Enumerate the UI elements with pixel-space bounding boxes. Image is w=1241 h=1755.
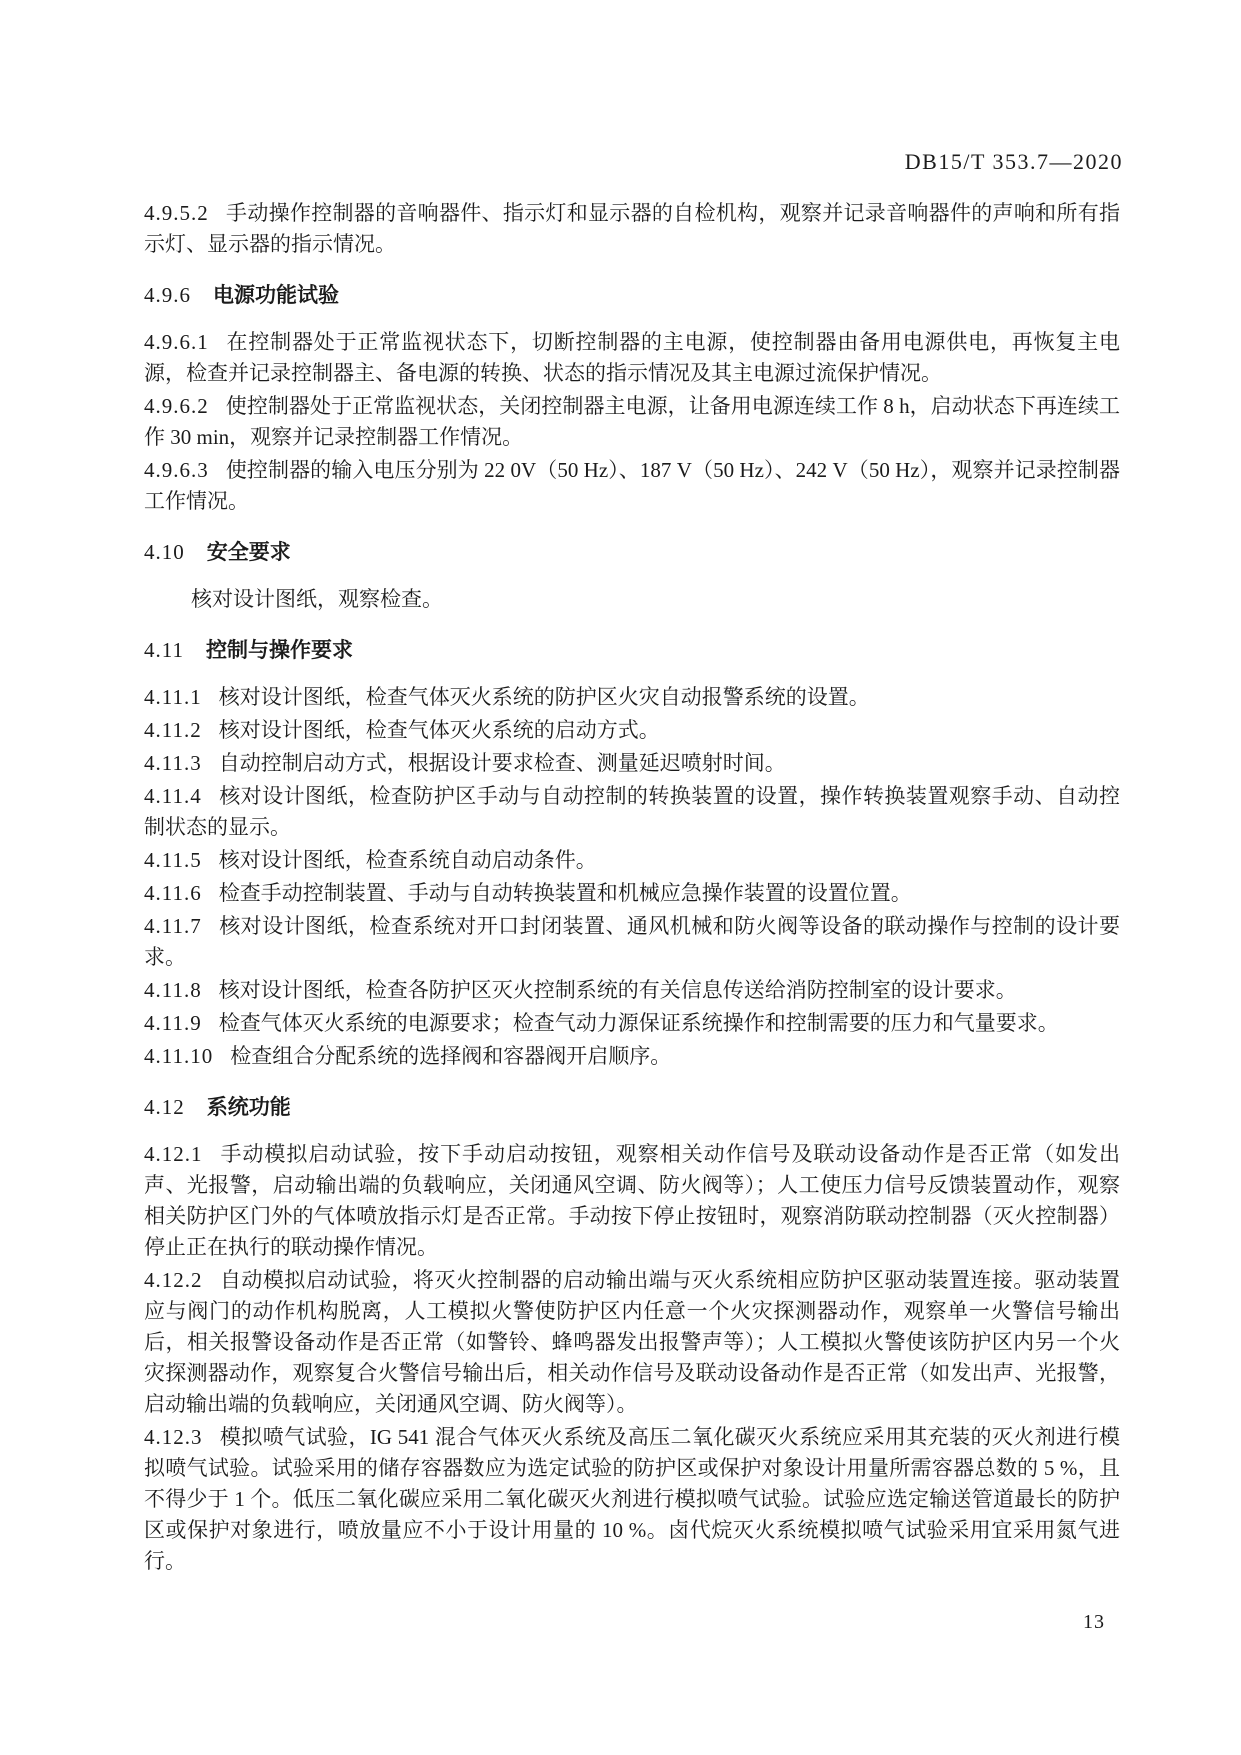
clause-text: 检查手动控制装置、手动与自动转换装置和机械应急操作装置的设置位置。 <box>218 881 912 905</box>
clause-text: 手动模拟启动试验，按下手动启动按钮，观察相关动作信号及联动设备动作是否正常（如发出声、光报警，启动输出端的负载响应，关闭通风空调、防火阀等）；人工使压力信号反馈装置动作，观察相关防护区门外的气体喷放指示灯是否正常。手动按下停止按钮时，观察消防联动控制器（灭火控制器）停止正在执行的联动操作情况。 <box>144 1142 1120 1259</box>
clause-text: 自动控制启动方式，根据设计要求检查、测量延迟喷射时间。 <box>218 751 786 775</box>
clause-number: 4.11.1 <box>144 685 202 709</box>
section-heading <box>144 1092 1120 1123</box>
clause-paragraph <box>144 975 1120 1006</box>
clause-number: 4.11.4 <box>144 784 202 808</box>
heading-text: 控制与操作要求 <box>205 639 353 662</box>
heading-number: 4.10 <box>144 540 185 564</box>
document-standard-number: DB15/T 353.7—2020 <box>904 149 1123 174</box>
clause-number: 4.9.6.2 <box>144 394 209 418</box>
clause-number: 4.9.5.2 <box>144 201 209 225</box>
clause-number: 4.11.7 <box>144 914 202 938</box>
clause-number: 4.11.8 <box>144 978 202 1002</box>
clause-paragraph <box>144 327 1120 389</box>
clause-paragraph <box>144 878 1120 909</box>
heading-number: 4.11 <box>144 638 184 662</box>
clause-text: 在控制器处于正常监视状态下，切断控制器的主电源，使控制器由备用电源供电，再恢复主电源，检查并记录控制器主、备电源的转换、状态的指示情况及其主电源过流保护情况。 <box>144 330 1120 385</box>
clause-paragraph <box>144 1422 1120 1577</box>
clause-paragraph <box>144 1139 1120 1263</box>
clause-number: 4.11.2 <box>144 718 202 742</box>
heading-text: 系统功能 <box>206 1096 291 1119</box>
clause-text: 核对设计图纸，检查各防护区灭火控制系统的有关信息传送给消防控制室的设计要求。 <box>218 978 1017 1002</box>
clause-paragraph <box>144 911 1120 973</box>
clause-text: 自动模拟启动试验，将灭火控制器的启动输出端与灭火系统相应防护区驱动装置连接。驱动装置应与阀门的动作机构脱离，人工模拟火警使防护区内任意一个火灾探测器动作，观察单一火警信号输出后，相关报警设备动作是否正常（如警铃、蜂鸣器发出报警声等）；人工模拟火警使该防护区内另一个火灾探测器动作，观察复合火警信号输出后，相关动作信号及联动设备动作是否正常（如发出声、光报警，启动输出端的负载响应，关闭通风空调、防火阀等）。 <box>144 1268 1120 1416</box>
clause-text: 使控制器的输入电压分别为 22 0V（50 Hz）、187 V（50 Hz）、242 V（50 Hz），观察并记录控制器工作情况。 <box>144 458 1120 513</box>
document-body <box>144 198 1120 1579</box>
clause-paragraph <box>144 845 1120 876</box>
clause-paragraph <box>144 715 1120 746</box>
clause-text: 核对设计图纸，检查防护区手动与自动控制的转换装置的设置，操作转换装置观察手动、自动控制状态的显示。 <box>144 784 1120 839</box>
clause-paragraph <box>144 1041 1120 1072</box>
clause-number: 4.11.5 <box>144 848 202 872</box>
section-heading <box>144 635 1120 666</box>
clause-paragraph <box>144 1265 1120 1420</box>
clause-paragraph <box>144 198 1120 260</box>
section-heading <box>144 280 1120 311</box>
clause-number: 4.12.1 <box>144 1142 203 1166</box>
clause-paragraph <box>144 682 1120 713</box>
clause-paragraph <box>144 391 1120 453</box>
clause-paragraph <box>144 748 1120 779</box>
clause-number: 4.12.3 <box>144 1425 203 1449</box>
clause-paragraph <box>144 455 1120 517</box>
page-number: 13 <box>1083 1611 1105 1633</box>
clause-text: 使控制器处于正常监视状态，关闭控制器主电源，让备用电源连续工作 8 h，启动状态下再连续工作 30 min，观察并记录控制器工作情况。 <box>144 394 1120 449</box>
clause-text: 核对设计图纸，检查气体灭火系统的防护区火灾自动报警系统的设置。 <box>218 685 870 709</box>
clause-number: 4.9.6.3 <box>144 458 209 482</box>
clause-text: 核对设计图纸，检查系统自动启动条件。 <box>218 848 597 872</box>
clause-number: 4.9.6.1 <box>144 330 209 354</box>
clause-text: 模拟喷气试验，IG 541 混合气体灭火系统及高压二氧化碳灭火系统应采用其充装的灭火剂进行模拟喷气试验。试验采用的储存容器数应为选定试验的防护区或保护对象设计用量所需容器总数的 5 %，且不得少于 1 个。低压二氧化碳应采用二氧化碳灭火剂进行模拟喷气试验。试验应选定输送管道最长的防护区或保护对象进行，喷放量应不小于设计用量的 10 %。卤代烷灭火系统模拟喷气试验采用宜采用氮气进行。 <box>144 1425 1120 1573</box>
clause-paragraph <box>144 1008 1120 1039</box>
clause-number: 4.12.2 <box>144 1268 203 1292</box>
clause-number: 4.11.9 <box>144 1011 202 1035</box>
clause-paragraph <box>144 781 1120 843</box>
heading-number: 4.12 <box>144 1095 185 1119</box>
indented-paragraph: 核对设计图纸，观察检查。 <box>191 587 443 611</box>
clause-text: 手动操作控制器的音响器件、指示灯和显示器的自检机构，观察并记录音响器件的声响和所有指示灯、显示器的指示情况。 <box>144 201 1120 256</box>
clause-text: 检查组合分配系统的选择阀和容器阀开启顺序。 <box>230 1044 672 1068</box>
heading-text: 安全要求 <box>206 541 291 564</box>
clause-text: 检查气体灭火系统的电源要求；检查气动力源保证系统操作和控制需要的压力和气量要求。 <box>218 1011 1059 1035</box>
clause-text: 核对设计图纸，检查系统对开口封闭装置、通风机械和防火阀等设备的联动操作与控制的设计要求。 <box>144 914 1120 969</box>
section-heading <box>144 537 1120 568</box>
clause-text: 核对设计图纸，检查气体灭火系统的启动方式。 <box>218 718 660 742</box>
clause-number: 4.11.6 <box>144 881 202 905</box>
clause-number: 4.11.3 <box>144 751 202 775</box>
heading-text: 电源功能试验 <box>213 284 339 307</box>
heading-number: 4.9.6 <box>144 283 191 307</box>
clause-number: 4.11.10 <box>144 1044 214 1068</box>
